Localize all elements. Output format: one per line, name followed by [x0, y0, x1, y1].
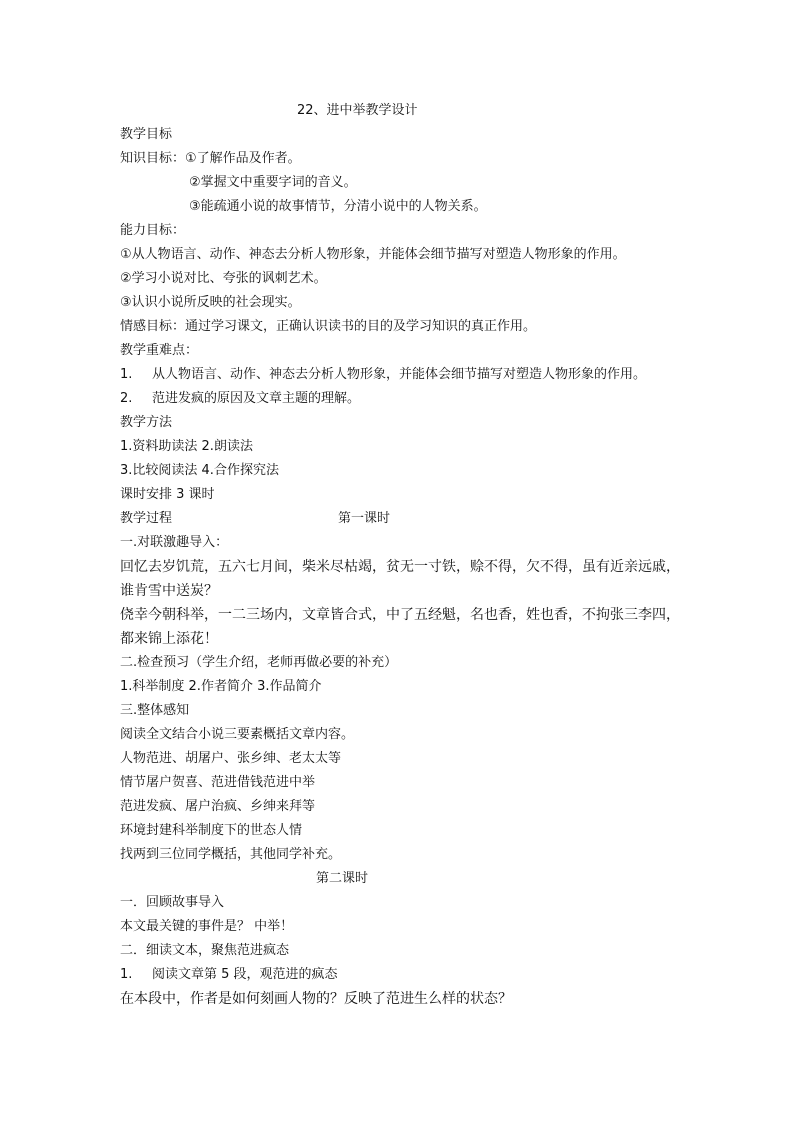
section-overall-perception: 三.整体感知 [120, 703, 190, 718]
ability-goal-line-1: ①从人物语言、动作、神态去分析人物形象，并能体会细节描写对塑造人物形象的作用。 [120, 247, 626, 262]
close-reading-item-1-number: 1. [120, 967, 133, 982]
key-point-2-number: 2. [120, 391, 133, 406]
section-review-story: 一．回顾故事导入 [120, 895, 225, 910]
class-hours: 课时安排 3 课时 [120, 487, 215, 502]
preview-items: 1.科举制度 2.作者简介 3.作品简介 [120, 679, 322, 694]
ability-goal-line-2: ②学习小说对比、夸张的讽刺艺术。 [120, 271, 327, 286]
couplet-line-4: 都来锦上添花！ [120, 631, 218, 647]
document-title: 22、进中举教学设计 [297, 103, 418, 118]
perception-line-3: 情节屠户贺喜、范进借钱范进中举 [120, 775, 316, 790]
knowledge-goal-line-3: ③能疏通小说的故事情节，分清小说中的人物关系。 [189, 199, 487, 214]
couplet-line-2: 谁肯雪中送炭？ [120, 583, 218, 599]
key-point-1-number: 1. [120, 367, 133, 382]
knowledge-goal-line-1: 知识目标：①了解作品及作者。 [120, 151, 301, 166]
section-preview-check: 二.检查预习（学生介绍，老师再做必要的补充） [120, 655, 398, 670]
close-reading-question: 在本段中，作者是如何刻画人物的？反映了范进生么样的状态？ [120, 991, 512, 1007]
teaching-goals-heading: 教学目标 [120, 127, 173, 142]
lecture-2-heading: 第二课时 [316, 871, 369, 886]
teaching-methods-line-2: 3.比较阅读法 4.合作探究法 [120, 463, 279, 478]
section-couplet-intro: 一.对联激趣导入： [120, 535, 229, 550]
perception-line-4: 范进发疯、屠户治疯、乡绅来拜等 [120, 799, 316, 814]
key-point-1-text: 从人物语言、动作、神态去分析人物形象，并能体会细节描写对塑造人物形象的作用。 [152, 367, 647, 382]
perception-line-2: 人物范进、胡屠户、张乡绅、老太太等 [120, 751, 342, 766]
ability-goal-line-3: ③认识小说所反映的社会现实。 [120, 295, 301, 310]
perception-line-6: 找两到三位同学概括，其他同学补充。 [120, 847, 342, 862]
key-point-1 [120, 367, 646, 383]
ability-goals-heading: 能力目标： [120, 223, 186, 238]
close-reading-item-1-text: 阅读文章第 5 段，观范进的疯态 [152, 967, 338, 982]
key-point-2-text: 范进发疯的原因及文章主题的理解。 [152, 391, 361, 406]
key-point-2 [120, 391, 360, 407]
couplet-line-3: 侥幸今朝科举，一二三场内，文章皆合式，中了五经魁，名也香，姓也香，不拘张三李四， [120, 607, 680, 623]
perception-line-5: 环境封建科举制度下的世态人情 [120, 823, 303, 838]
close-reading-item-1 [120, 967, 338, 983]
section-close-reading: 二．细读文本，聚焦范进疯态 [120, 943, 290, 958]
knowledge-goal-line-2: ②掌握文中重要字词的音义。 [189, 175, 357, 190]
emotion-goal: 情感目标：通过学习课文，正确认识读书的目的及学习知识的真正作用。 [120, 319, 537, 334]
key-points-heading: 教学重难点： [120, 343, 199, 358]
teaching-methods-heading: 教学方法 [120, 415, 173, 430]
review-question-line: 本文最关键的事件是？ 中举！ [120, 919, 294, 934]
couplet-line-1: 回忆去岁饥荒，五六七月间，柴米尽枯竭，贫无一寸铁，赊不得，欠不得，虽有近亲远戚， [120, 559, 680, 575]
lecture-1-heading: 第一课时 [338, 511, 391, 526]
teaching-methods-line-1: 1.资料助读法 2.朗读法 [120, 439, 253, 454]
teaching-process-heading: 教学过程 [120, 511, 173, 526]
perception-line-1: 阅读全文结合小说三要素概括文章内容。 [120, 727, 355, 742]
